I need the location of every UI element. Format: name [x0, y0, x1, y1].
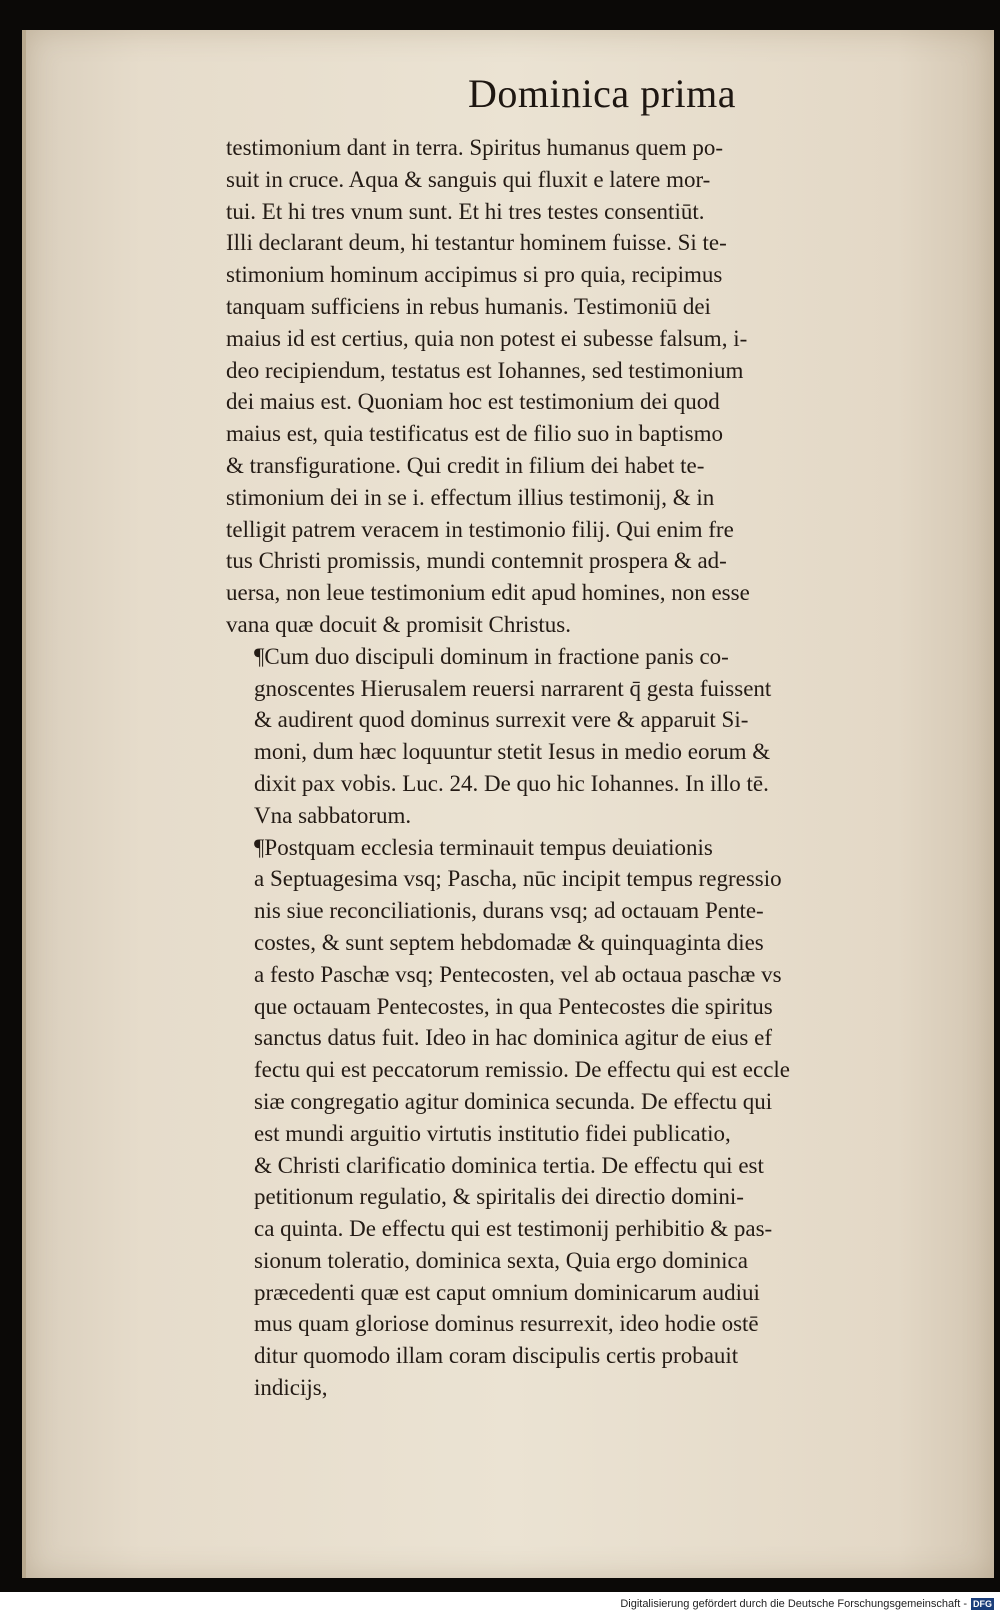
text-line: Vna sabbatorum. [254, 802, 412, 828]
text-line: mus quam gloriose dominus resurrexit, ideo hodie ostē [254, 1311, 759, 1337]
text-line: est mundi arguitio virtutis institutio fidei publicatio, [254, 1120, 731, 1146]
text-line: telligit patrem veracem in testimonio filij. Qui enim fre [226, 516, 734, 542]
text-line: tus Christi promissis, mundi contemnit prospera & ad- [226, 548, 727, 574]
text-line: vana quæ docuit & promisit Christus. [226, 611, 571, 637]
text-line: maius est, quia testificatus est de filio suo in baptismo [226, 421, 723, 447]
text-line: maius id est certius, quia non potest ei subesse falsum, i- [226, 325, 748, 351]
text-line: stimonium dei in se i. effectum illius testimonij, & in [226, 484, 715, 510]
text-line: & transfiguratione. Qui credit in filium dei habet te- [226, 452, 705, 478]
text-line: Illi declarant deum, hi testantur hominem fuisse. Si te- [226, 230, 727, 256]
digitization-credit [0, 1592, 1000, 1615]
text-line: deo recipiendum, testatus est Iohannes, sed testimonium [226, 357, 744, 383]
text-line: fectu qui est peccatorum remissio. De effectu qui est eccle [254, 1057, 791, 1083]
text-line: ditur quomodo illam coram discipulis certis probauit [254, 1343, 739, 1369]
text-line: ¶Postquam ecclesia terminauit tempus deuiationis [254, 834, 713, 860]
text-line: moni, dum hæc loquuntur stetit Iesus in medio eorum & [254, 739, 771, 765]
text-line: indicijs, [254, 1375, 328, 1401]
paragraph-2 [226, 641, 956, 832]
text-line: nis siue reconciliationis, durans vsq; ad octauam Pente- [254, 898, 764, 924]
dfg-logo: DFG [973, 1598, 992, 1609]
text-line: dixit pax vobis. Luc. 24. De quo hic Iohannes. In illo tē. [254, 770, 769, 796]
body-text [226, 132, 956, 1404]
text-line: sionum toleratio, dominica sexta, Quia ergo dominica [254, 1247, 748, 1273]
text-line: & audirent quod dominus surrexit vere & apparuit Si- [254, 707, 749, 733]
text-line: tui. Et hi tres vnum sunt. Et hi tres testes consentiūt. [226, 198, 705, 224]
text-line: tanquam sufficiens in rebus humanis. Testimoniū dei [226, 293, 711, 319]
text-line: ca quinta. De effectu qui est testimonij perhibitio & pas- [254, 1216, 773, 1242]
book-page [22, 30, 994, 1578]
text-line: petitionum regulatio, & spiritalis dei directio domini- [254, 1184, 744, 1210]
text-line: ¶Cum duo discipuli dominum in fractione panis co- [254, 643, 729, 669]
running-header: Dominica prima [467, 71, 736, 116]
text-line: uersa, non leue testimonium edit apud homines, non esse [226, 580, 750, 606]
text-line: præcedenti quæ est caput omnium dominicarum audiui [254, 1279, 760, 1305]
text-line: stimonium hominum accipimus si pro quia, recipimus [226, 262, 723, 288]
paragraph-3 [226, 832, 956, 1404]
text-line: a Septuagesima vsq; Pascha, nūc incipit tempus regressio [254, 866, 782, 892]
credit-text: Digitalisierung gefördert durch die Deutsche Forschungsgemeinschaft - [620, 1597, 967, 1610]
text-line: dei maius est. Quoniam hoc est testimonium dei quod [226, 389, 720, 415]
text-line: suit in cruce. Aqua & sanguis qui fluxit e latere mor- [226, 166, 711, 192]
text-line: sanctus datus fuit. Ideo in hac dominica agitur de eius ef [254, 1025, 772, 1051]
text-line: gnoscentes Hierusalem reuersi narrarent q̄ gesta fuissent [254, 675, 772, 701]
text-line: testimonium dant in terra. Spiritus humanus quem po- [226, 135, 723, 160]
paragraph-1 [226, 132, 956, 641]
text-line: a festo Paschæ vsq; Pentecosten, vel ab octaua paschæ vs [254, 961, 782, 987]
text-line: siæ congregatio agitur dominica secunda. De effectu qui [254, 1088, 773, 1114]
text-line: costes, & sunt septem hebdomadæ & quinquaginta dies [254, 929, 764, 955]
text-line: que octauam Pentecostes, in qua Pentecostes die spiritus [254, 993, 773, 1019]
text-line: & Christi clarificatio dominica tertia. De effectu qui est [254, 1152, 764, 1178]
